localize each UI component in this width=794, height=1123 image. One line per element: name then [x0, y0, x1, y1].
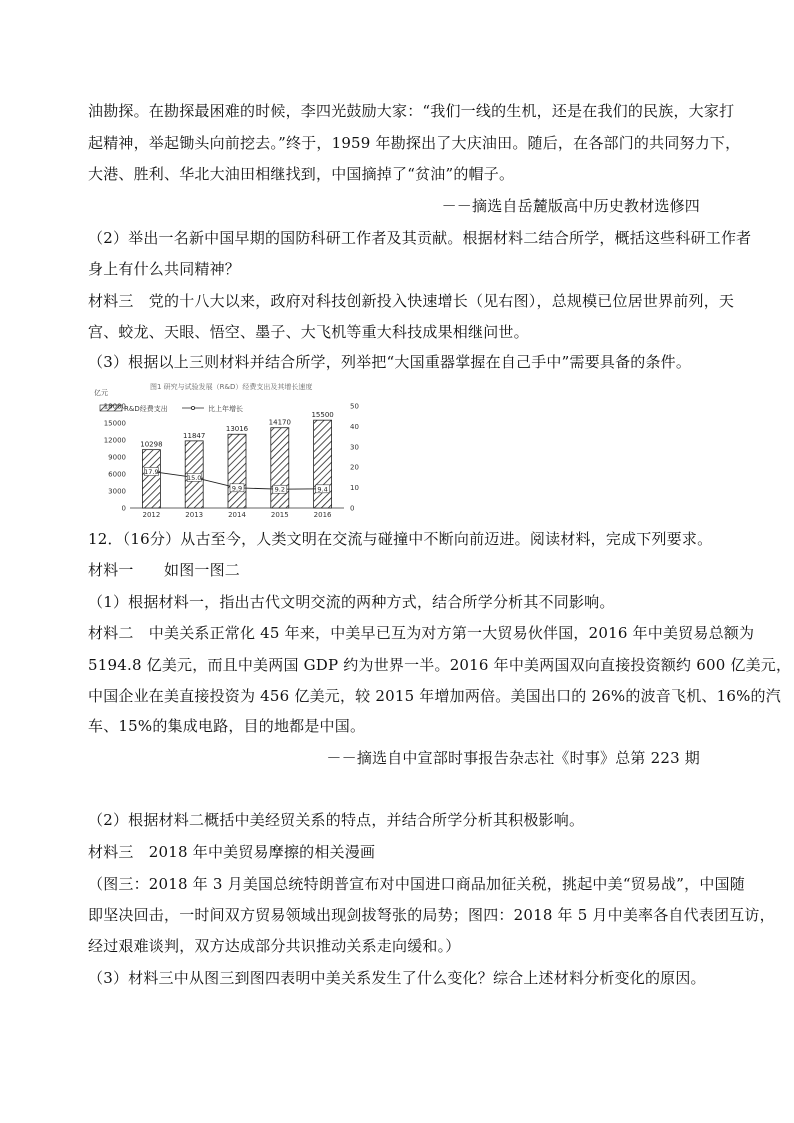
question-text: （3）材料三中从图三到图四表明中美关系发生了什么变化？综合上述材料分析变化的原因。: [88, 969, 706, 987]
legend-bar-label: R&D经费支出: [124, 405, 168, 413]
material-text: 宫、蛟龙、天眼、悟空、墨子、大飞机等重大科技成果相继问世。: [88, 323, 529, 341]
question-text: （1）根据材料一，指出古代文明交流的两种方式，结合所学分析其不同影响。: [88, 593, 615, 611]
question-text: （2）举出一名新中国早期的国防科研工作者及其贡献。根据材料二结合所学，概括这些科研工作者: [88, 229, 752, 247]
rd-expenditure-chart: [88, 380, 360, 520]
material-text: 中国企业在美直接投资为 456 亿美元，较 2015 年增加两倍。美国出口的 26%的波音飞机、16%的汽: [88, 687, 781, 705]
text-line: 起精神，举起锄头向前挖去。”终于，1959 年勘探出了大庆油田。随后，在各部门的共同努力下，: [88, 134, 741, 152]
y-axis-label: 亿元: [94, 389, 108, 397]
x-tick-label: 2015: [270, 511, 289, 519]
material-text: 材料一 如图一图二: [88, 561, 241, 579]
y2-tick-label: 30: [350, 443, 359, 452]
question-text: 身上有什么共同精神？: [88, 260, 241, 278]
legend-line-marker: [191, 406, 194, 409]
growth-value-label: 9.2: [274, 485, 285, 494]
y-tick-label: 12000: [103, 436, 126, 445]
bar: [228, 434, 246, 508]
material-text: 即坚决回击，一时间双方贸易领域出现剑拔弩张的局势；图四：2018 年 5 月中美率各自代表团互访，: [88, 906, 775, 924]
question-heading: 12．（16分）从古至今，人类文明在交流与碰撞中不断向前迈进。阅读材料，完成下列要求。: [88, 530, 713, 548]
material-text: 材料三 党的十八大以来，政府对科技创新投入快速增长（见右图），总规模已位居世界前列，天: [88, 292, 735, 310]
legend-line-label: 比上年增长: [208, 405, 243, 413]
chart-title: [150, 382, 312, 391]
chart-title-text: 图1 研究与试验发展（R&D）经费支出及其增长速度: [150, 383, 313, 391]
y-tick-label: 3000: [108, 487, 126, 496]
material-text: 经过艰难谈判，双方达成部分共识推动关系走向缓和。）: [88, 937, 461, 955]
material-text: 材料二 中美关系正常化 45 年来，中美早已互为对方第一大贸易伙伴国，2016 年中美贸易总额为: [88, 624, 755, 642]
y-tick-label: 6000: [108, 470, 126, 479]
material-text: 5194.8 亿美元，而且中美两国 GDP 约为世界一半。2016 年中美两国双向直接投资额约 600 亿美元，: [88, 656, 792, 674]
bar-value-label: 10298: [140, 440, 163, 449]
y-tick-label: 0: [121, 504, 126, 513]
bar: [314, 420, 332, 508]
text-line: 大港、胜利、华北大油田相继找到，中国摘掉了“贫油”的帽子。: [88, 165, 515, 183]
growth-value-label: 17.9: [144, 467, 159, 476]
y-tick-label: 18000: [103, 402, 126, 411]
question-text: （2）根据材料二概括中美经贸关系的特点，并结合所学分析其积极影响。: [88, 811, 585, 829]
bar-value-label: 13016: [225, 425, 249, 434]
bar: [142, 450, 160, 508]
x-tick-label: 2012: [142, 511, 161, 519]
y2-tick-label: 10: [350, 484, 359, 493]
source-citation: －－摘选自中宣部时事报告杂志社《时事》总第 223 期: [326, 749, 700, 767]
y2-tick-label: 40: [350, 422, 359, 431]
x-tick-label: 2016: [313, 511, 332, 519]
y-tick-label: 15000: [103, 419, 126, 428]
bar-value-label: 11847: [183, 431, 206, 440]
source-citation: －－摘选自岳麓版高中历史教材选修四: [441, 197, 700, 215]
growth-value-label: 9.4: [317, 485, 328, 494]
bar: [271, 428, 289, 508]
material-text: （图三：2018 年 3 月美国总统特朗普宣布对中国进口商品加征关税，挑起中美“贸易战”，中国随: [88, 875, 745, 893]
material-text: 车、15%的集成电路，目的地都是中国。: [88, 717, 366, 735]
text-line: 油勘探。在勘探最困难的时候，李四光鼓励大家：“我们一线的生机，还是在我们的民族，大家打: [88, 102, 735, 120]
bar-value-label: 15500: [311, 411, 334, 420]
bar-value-label: 14170: [268, 418, 291, 427]
material-text: 材料三 2018 年中美贸易摩擦的相关漫画: [88, 843, 376, 861]
x-tick-label: 2013: [185, 511, 204, 519]
y2-tick-label: 0: [350, 504, 355, 513]
x-tick-label: 2014: [228, 511, 246, 519]
question-text: （3）根据以上三则材料并结合所学，列举把“大国重器掌握在自己手中”需要具备的条件。: [88, 353, 692, 371]
growth-value-label: 9.9: [231, 484, 243, 493]
y-tick-label: 9000: [108, 453, 126, 462]
y2-tick-label: 20: [350, 463, 359, 472]
y2-tick-label: 50: [350, 402, 359, 411]
growth-value-label: 15.0: [186, 473, 202, 482]
